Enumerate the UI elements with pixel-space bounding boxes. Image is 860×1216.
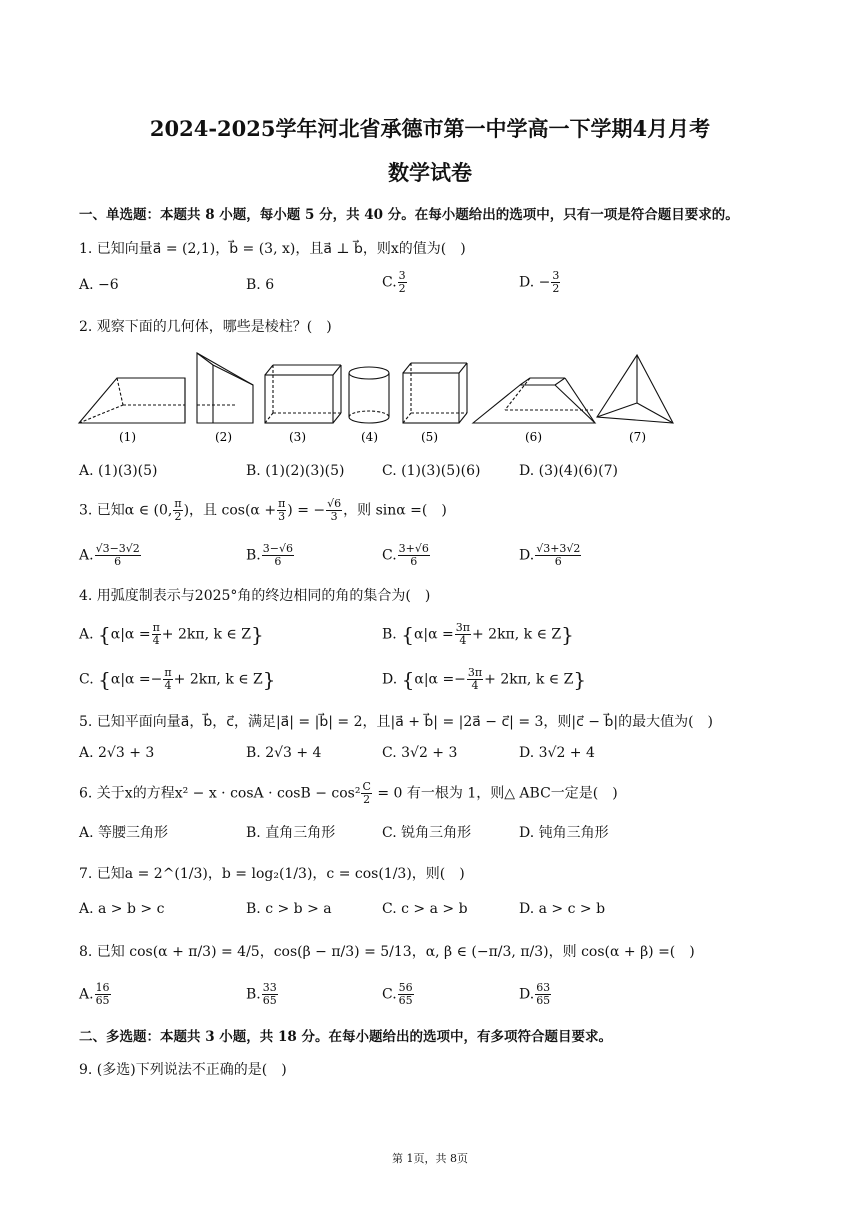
q8-option-c: C. $\frac{56}{65}$ [382, 981, 413, 1007]
q5-stem: 5. 已知平面向量a⃗，b⃗，c⃗，满足|a⃗| = |b⃗| = 2，且|a⃗ + b⃗| = |2a⃗ − c⃗| = 3，则|c⃗ − b⃗|的最大值为( ) [79, 714, 713, 730]
solid-2-prism [197, 353, 253, 423]
solid-label-3: (3) [289, 430, 306, 444]
q4-option-a: A. {α|α = $\frac{\pi}{4}$ + 2kπ, k ∈ Z} [79, 621, 264, 647]
q2-option-b: B. (1)(2)(3)(5) [246, 463, 345, 479]
q4-option-c: C. {α|α =− $\frac{\pi}{4}$ + 2kπ, k ∈ Z} [79, 666, 276, 692]
q3-option-c: C. $\frac{3+√6}{6}$ [382, 542, 429, 568]
q4-option-b: B. {α|α = $\frac{3\pi}{4}$ + 2kπ, k ∈ Z} [382, 621, 574, 647]
q5-option-b: B. 2√3 + 4 [246, 745, 322, 761]
solid-label-5: (5) [421, 430, 438, 444]
solid-4-cylinder [349, 367, 389, 423]
q3-option-d: D. $\frac{√3+3√2}{6}$ [519, 542, 581, 568]
q9-stem: 9. (多选)下列说法不正确的是( ) [79, 1062, 287, 1078]
q4-stem: 4. 用弧度制表示与2025°角的终边相同的角的集合为( ) [79, 588, 431, 604]
solid-6-frustum [473, 378, 595, 423]
q1-option-b: B. 6 [246, 277, 275, 293]
q5-option-d: D. 3√2 + 4 [519, 745, 595, 761]
q6-option-b: B. 直角三角形 [246, 825, 336, 841]
q2-option-a: A. (1)(3)(5) [79, 463, 158, 479]
q7-option-d: D. a > c > b [519, 901, 606, 917]
q7-option-a: A. a > b > c [79, 901, 165, 917]
q5-option-a: A. 2√3 + 3 [79, 745, 155, 761]
exam-title: 2024-2025学年河北省承德市第一中学高一下学期4月月考 [149, 116, 711, 141]
q1-option-c: C. $\frac{3}{2}$ [382, 269, 406, 295]
q2-solids-figure [75, 345, 685, 450]
solid-label-2: (2) [215, 430, 232, 444]
section-1-header: 一、单选题：本题共 8 小题，每小题 5 分，共 40 分。在每小题给出的选项中，只有一项是符合题目要求的。 [79, 207, 739, 223]
q6-stem: 6. 关于x的方程x² − x · cosA · cosB − cos² $\frac{C}{2}$ = 0 有一根为 1，则△ ABC一定是( ) [79, 780, 618, 806]
q7-option-c: C. c > a > b [382, 901, 468, 917]
q8-stem: 8. 已知 cos(α + π/3) = 4/5，cos(β − π/3) = 5/13，α, β ∈ (−π/3, π/3)，则 cos(α + β) =( ) [79, 944, 695, 960]
page-footer: 第 1页，共 8页 [392, 1152, 468, 1165]
q8-option-a: A. $\frac{16}{65}$ [79, 981, 110, 1007]
q6-option-c: C. 锐角三角形 [382, 825, 472, 841]
q5-option-c: C. 3√2 + 3 [382, 745, 458, 761]
solid-5-cuboid [403, 363, 467, 423]
q1-option-d: D. − $\frac{3}{2}$ [519, 269, 560, 295]
q4-option-d: D. {α|α =− $\frac{3\pi}{4}$ + 2kπ, k ∈ Z} [382, 666, 587, 692]
q7-option-b: B. c > b > a [246, 901, 332, 917]
solid-label-4: (4) [361, 430, 378, 444]
q8-option-b: B. $\frac{33}{65}$ [246, 981, 277, 1007]
q2-stem: 2. 观察下面的几何体，哪些是棱柱？( ) [79, 319, 332, 335]
q3-option-b: B. $\frac{3-√6}{6}$ [246, 542, 293, 568]
q2-option-d: D. (3)(4)(6)(7) [519, 463, 618, 479]
q8-option-d: D. $\frac{63}{65}$ [519, 981, 551, 1007]
q1-stem: 1. 已知向量a⃗ = (2,1)，b⃗ = (3, x)，且a⃗ ⊥ b⃗，则x的值为( ) [79, 241, 466, 257]
q2-option-c: C. (1)(3)(5)(6) [382, 463, 481, 479]
section-2-header: 二、多选题：本题共 3 小题，共 18 分。在每小题给出的选项中，有多项符合题目要求。 [79, 1029, 612, 1045]
solid-3-cuboid [265, 365, 341, 423]
solid-label-7: (7) [629, 430, 646, 444]
solid-label-1: (1) [119, 430, 136, 444]
q3-option-a: A. $\frac{√3-3√2}{6}$ [79, 542, 140, 568]
solid-label-6: (6) [525, 430, 542, 444]
q6-option-d: D. 钝角三角形 [519, 825, 609, 841]
q3-stem: 3. 已知α ∈ (0, $\frac{\pi}{2}$ )，且 cos(α + $\frac{\pi}{3}$ ) = − $\frac{√6}{3}$ ，则 sinα =( ) [79, 497, 447, 523]
exam-subtitle: 数学试卷 [388, 160, 472, 185]
q6-option-a: A. 等腰三角形 [79, 825, 169, 841]
q7-stem: 7. 已知a = 2^(1/3)，b = log₂(1/3)，c = cos(1/3)，则( ) [79, 866, 465, 882]
solid-1-triangular-prism [79, 378, 185, 423]
solid-7-pyramid [597, 355, 673, 423]
q1-option-a: A. −6 [79, 277, 119, 293]
